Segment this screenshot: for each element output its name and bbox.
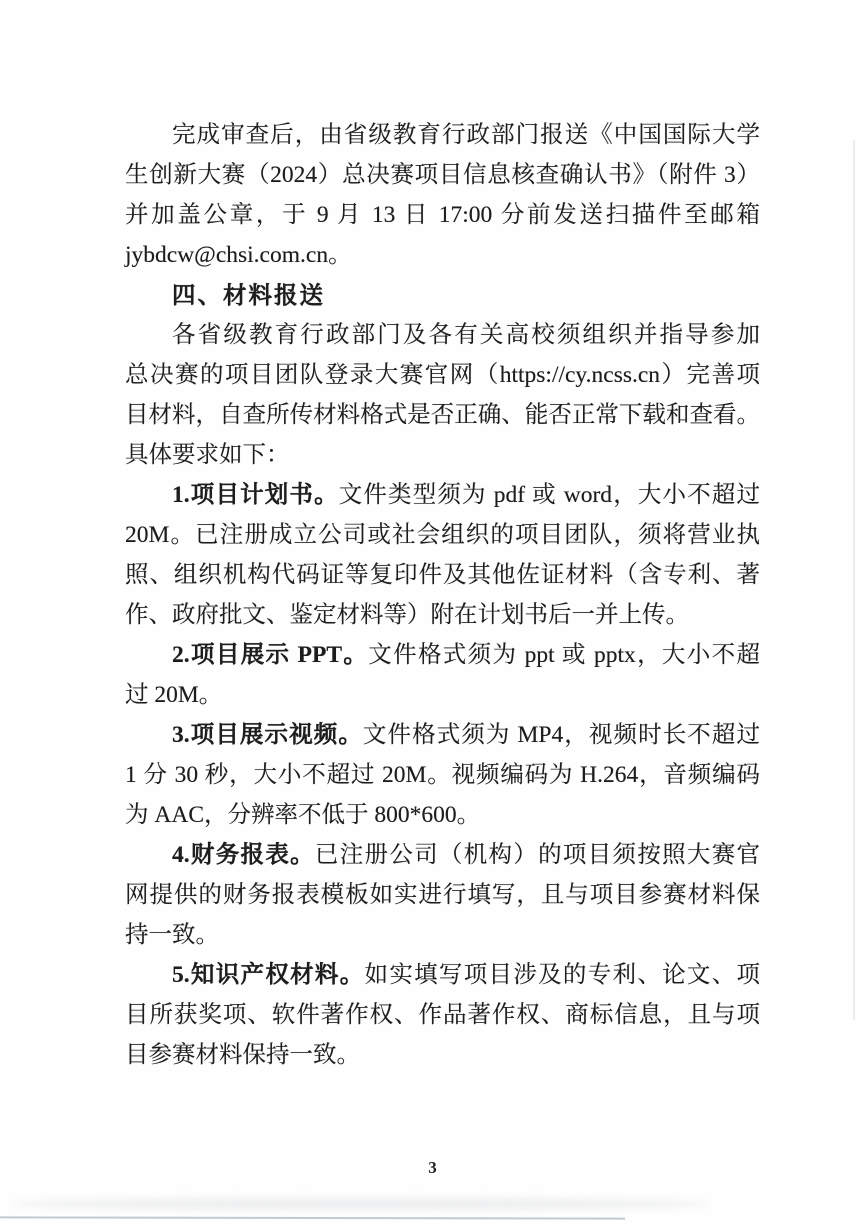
document-body xyxy=(125,115,760,1075)
para-item-4-financial-statements xyxy=(125,835,760,955)
page-number: 3 xyxy=(428,1158,437,1177)
text-line xyxy=(125,395,760,435)
text-line xyxy=(125,155,760,195)
text-line xyxy=(125,795,760,835)
line-text: 1 分 30 秒，大小不超过 20M。视频编码为 H.264，音频编码 xyxy=(125,762,760,788)
text-line xyxy=(125,915,760,955)
line-text: 文件类型须为 pdf 或 word，大小不超过 xyxy=(338,482,761,508)
line-text: 目材料，自查所传材料格式是否正确、能否正常下载和查看。 xyxy=(125,402,760,428)
text-line xyxy=(125,715,760,755)
line-text: 作、政府批文、鉴定材料等）附在计划书后一并上传。 xyxy=(125,602,689,628)
item-lead-bold: 3.项目展示视频。 xyxy=(172,722,363,748)
text-line xyxy=(125,275,760,315)
line-text: 文件格式须为 ppt 或 pptx，大小不超 xyxy=(368,642,760,668)
text-line xyxy=(125,955,760,995)
text-line xyxy=(125,995,760,1035)
line-text: 完成审查后，由省级教育行政部门报送《中国国际大学 xyxy=(172,122,760,148)
line-text: 持一致。 xyxy=(125,922,219,948)
text-line xyxy=(125,435,760,475)
line-text: 网提供的财务报表模板如实进行填写，且与项目参赛材料保 xyxy=(125,882,760,908)
line-text: 各省级教育行政部门及各有关高校须组织并指导参加 xyxy=(172,322,760,348)
line-text: 照、组织机构代码证等复印件及其他佐证材料（含专利、著 xyxy=(125,562,760,588)
para-review-submission xyxy=(125,115,760,275)
scan-artifact-bottom-smudge xyxy=(10,1198,710,1210)
para-item-5-ip-materials xyxy=(125,955,760,1075)
item-lead-bold: 1.项目计划书。 xyxy=(172,482,339,508)
item-lead-bold: 4.财务报表。 xyxy=(172,842,315,868)
para-item-3-presentation-video xyxy=(125,715,760,835)
para-materials-overview xyxy=(125,315,760,475)
line-text: 20M。已注册成立公司或社会组织的项目团队，须将营业执 xyxy=(125,522,760,548)
text-line xyxy=(125,355,760,395)
line-text: 并加盖公章，于 9 月 13 日 17:00 分前发送扫描件至邮箱 xyxy=(125,202,760,228)
line-text: jybdcw@chsi.com.cn。 xyxy=(125,242,352,268)
text-line xyxy=(125,755,760,795)
text-line xyxy=(125,675,760,715)
line-text: 总决赛的项目团队登录大赛官网（https://cy.ncss.cn）完善项 xyxy=(125,362,760,388)
text-line xyxy=(125,515,760,555)
line-text: 文件格式须为 MP4，视频时长不超过 xyxy=(362,722,760,748)
line-text: 生创新大赛（2024）总决赛项目信息核查确认书》（附件 3） xyxy=(125,162,760,188)
line-text: 目所获奖项、软件著作权、作品著作权、商标信息，且与项 xyxy=(125,1002,760,1028)
scan-artifact-bottom-line xyxy=(0,1216,625,1219)
line-text: 已注册公司（机构）的项目须按照大赛官 xyxy=(314,842,761,868)
line-text: 过 20M。 xyxy=(125,682,223,708)
text-line xyxy=(125,555,760,595)
item-lead-bold: 2.项目展示 PPT。 xyxy=(172,642,369,668)
heading-section-4-materials-submission xyxy=(125,275,760,315)
line-text: 具体要求如下： xyxy=(125,442,290,468)
text-line xyxy=(125,475,760,515)
text-line xyxy=(125,115,760,155)
text-line xyxy=(125,1035,760,1075)
text-line xyxy=(125,835,760,875)
line-text: 为 AAC，分辨率不低于 800*600。 xyxy=(125,802,481,828)
para-item-1-business-plan xyxy=(125,475,760,635)
item-lead-bold: 5.知识产权材料。 xyxy=(172,962,365,988)
line-text: 目参赛材料保持一致。 xyxy=(125,1042,360,1068)
line-text: 四、材料报送 xyxy=(172,282,325,308)
text-line xyxy=(125,595,760,635)
text-line xyxy=(125,635,760,675)
line-text: 如实填写项目涉及的专利、论文、项 xyxy=(364,962,761,988)
text-line xyxy=(125,195,760,235)
text-line xyxy=(125,875,760,915)
para-item-2-presentation-ppt xyxy=(125,635,760,715)
text-line xyxy=(125,235,760,275)
text-line xyxy=(125,315,760,355)
scan-artifact-right-page-edge xyxy=(853,140,855,1020)
